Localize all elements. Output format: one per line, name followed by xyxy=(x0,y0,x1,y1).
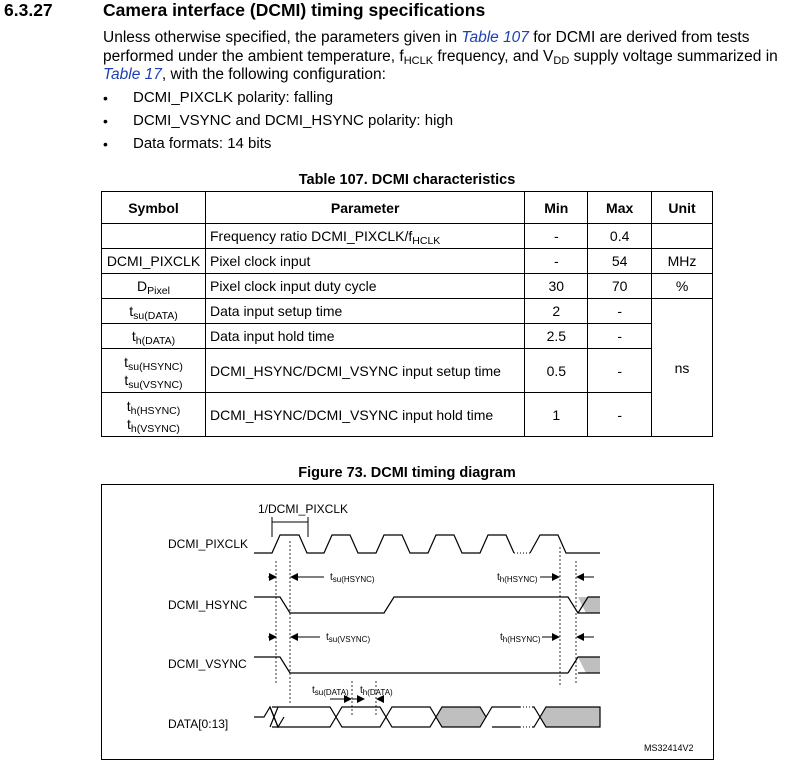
header-min: Min xyxy=(525,192,588,224)
table-row xyxy=(102,274,713,299)
tsu-data-label: tsu(DATA) xyxy=(312,685,349,697)
symbol-cell xyxy=(102,324,206,349)
pixclk-label: DCMI_PIXCLK xyxy=(168,537,249,551)
data-bus-cross xyxy=(270,707,278,727)
header-max: Max xyxy=(588,192,652,224)
unit-cell: % xyxy=(652,274,713,299)
symbol-text: D xyxy=(137,278,148,294)
data-bus-word-7-shaded xyxy=(540,707,600,727)
vdd-subscript: DD xyxy=(553,54,570,67)
pixclk-waveform-tail xyxy=(530,535,600,553)
section-title: Camera interface (DCMI) timing specifications xyxy=(103,0,486,20)
table-17-link[interactable]: Table 17 xyxy=(103,66,162,83)
hsync-shaded-region xyxy=(578,597,600,613)
pixclk-waveform xyxy=(254,535,514,553)
symbol-cell xyxy=(102,274,206,299)
symbol-subscript: Pixel xyxy=(147,285,170,297)
data-bus-label: DATA[0:13] xyxy=(168,717,229,731)
parameter-text: Frequency ratio DCMI_PIXCLK/f xyxy=(209,228,413,244)
data-bus-word-6 xyxy=(532,707,540,727)
bullet-icon: • xyxy=(103,136,108,152)
list-item-text: Data formats: 14 bits xyxy=(133,135,272,152)
max-cell: 54 xyxy=(588,249,652,274)
parameter-cell: Data input hold time xyxy=(205,324,524,349)
min-cell: 30 xyxy=(525,274,588,299)
symbol-cell xyxy=(102,349,206,393)
hsync-label: DCMI_HSYNC xyxy=(168,598,248,612)
symbol-subscript: su(HSYNC) xyxy=(128,360,183,373)
intro-text-4: supply voltage summarized in xyxy=(569,47,778,65)
data-bus-word-1 xyxy=(272,707,336,727)
parameter-cell: Data input setup time xyxy=(205,299,524,324)
symbol-text: t xyxy=(129,303,134,319)
list-item xyxy=(103,88,453,111)
min-cell: 1 xyxy=(525,393,588,437)
unit-cell: MHz xyxy=(652,249,713,274)
data-bus-word-3 xyxy=(386,707,436,727)
table-row xyxy=(102,249,713,274)
symbol-cell xyxy=(102,224,206,249)
unit-cell xyxy=(652,224,713,249)
list-item xyxy=(103,134,453,157)
timing-diagram-svg xyxy=(102,485,713,759)
data-bus-word-5 xyxy=(486,707,520,727)
config-list xyxy=(103,88,453,157)
max-cell: - xyxy=(588,349,652,393)
list-item xyxy=(103,111,453,134)
symbol-text: t xyxy=(127,415,131,432)
header-parameter: Parameter xyxy=(205,192,524,224)
table-row xyxy=(102,349,713,393)
vsync-waveform xyxy=(254,657,568,673)
symbol-text: t xyxy=(126,397,131,414)
symbol-subscript: h(HSYNC) xyxy=(130,404,181,417)
data-bus-word-4-shaded xyxy=(436,707,486,727)
vsync-label: DCMI_VSYNC xyxy=(168,657,247,671)
symbol-text: t xyxy=(124,353,129,370)
data-bus-start xyxy=(254,707,284,727)
parameter-subscript: HCLK xyxy=(412,235,441,247)
list-item-text: DCMI_PIXCLK polarity: falling xyxy=(133,89,334,106)
symbol-cell: DCMI_PIXCLK xyxy=(102,249,206,274)
th-hsync-label: th(HSYNC) xyxy=(497,572,538,584)
max-cell: 70 xyxy=(588,274,652,299)
table-header-row xyxy=(102,192,713,224)
symbol-subscript: h(DATA) xyxy=(135,335,176,347)
hclk-subscript: HCLK xyxy=(403,54,434,67)
table-row xyxy=(102,324,713,349)
min-cell: 0.5 xyxy=(525,349,588,393)
min-cell: 2.5 xyxy=(525,324,588,349)
table-row xyxy=(102,224,713,249)
timing-diagram xyxy=(101,484,714,760)
period-label: 1/DCMI_PIXCLK xyxy=(258,502,349,516)
figure-caption: Figure 73. DCMI timing diagram xyxy=(298,465,516,481)
symbol-text: t xyxy=(124,371,129,388)
symbol-subscript: su(DATA) xyxy=(133,310,178,322)
unit-cell-merged xyxy=(652,299,713,437)
max-cell: - xyxy=(588,324,652,349)
table-row xyxy=(102,299,713,324)
symbol-cell xyxy=(102,299,206,324)
parameter-cell: Pixel clock input duty cycle xyxy=(205,274,524,299)
max-cell: - xyxy=(588,299,652,324)
parameter-cell: DCMI_HSYNC/DCMI_VSYNC input hold time xyxy=(205,393,524,437)
tsu-hsync-label: tsu(HSYNC) xyxy=(330,572,375,584)
min-cell: - xyxy=(525,224,588,249)
parameter-cell: DCMI_HSYNC/DCMI_VSYNC input setup time xyxy=(205,349,524,393)
tsu-vsync-label: tsu(VSYNC) xyxy=(326,632,371,644)
data-bus-word-2 xyxy=(336,707,386,727)
min-cell: 2 xyxy=(525,299,588,324)
hsync-waveform xyxy=(254,597,542,613)
min-cell: - xyxy=(525,249,588,274)
data-bus-gap xyxy=(520,707,532,727)
th-data-label: th(DATA) xyxy=(360,685,393,697)
unit-text: ns xyxy=(674,359,690,376)
table-caption: Table 107. DCMI characteristics xyxy=(298,172,516,188)
intro-text-2: for DCMI are derived from tests performed under the ambient temperature, f xyxy=(103,29,750,65)
parameter-cell xyxy=(205,224,524,249)
header-unit: Unit xyxy=(652,192,713,224)
vsync-shaded-region xyxy=(578,657,600,673)
intro-text-5: , with the following configuration: xyxy=(161,66,386,83)
symbol-cell xyxy=(102,393,206,437)
parameter-cell: Pixel clock input xyxy=(205,249,524,274)
table-row xyxy=(102,393,713,437)
list-item-text: DCMI_VSYNC and DCMI_HSYNC polarity: high xyxy=(133,112,454,129)
symbol-text: t xyxy=(131,328,136,344)
max-cell: 0.4 xyxy=(588,224,652,249)
intro-text-3: frequency, and V xyxy=(433,47,554,65)
section-number: 6.3.27 xyxy=(4,0,53,20)
intro-text-1: Unless otherwise specified, the parameters given in xyxy=(103,29,462,46)
figure-ref-code: MS32414V2 xyxy=(644,743,694,753)
symbol-subscript: h(VSYNC) xyxy=(130,422,180,435)
bullet-icon: • xyxy=(103,90,108,106)
header-symbol: Symbol xyxy=(102,192,206,224)
th-hsync2-label: th(HSYNC) xyxy=(500,632,541,644)
table-107-link[interactable]: Table 107 xyxy=(461,29,529,46)
dcmi-characteristics-table xyxy=(101,191,713,437)
max-cell: - xyxy=(588,393,652,437)
bullet-icon: • xyxy=(103,113,108,129)
intro-paragraph xyxy=(103,29,803,85)
symbol-subscript: su(VSYNC) xyxy=(128,378,183,391)
